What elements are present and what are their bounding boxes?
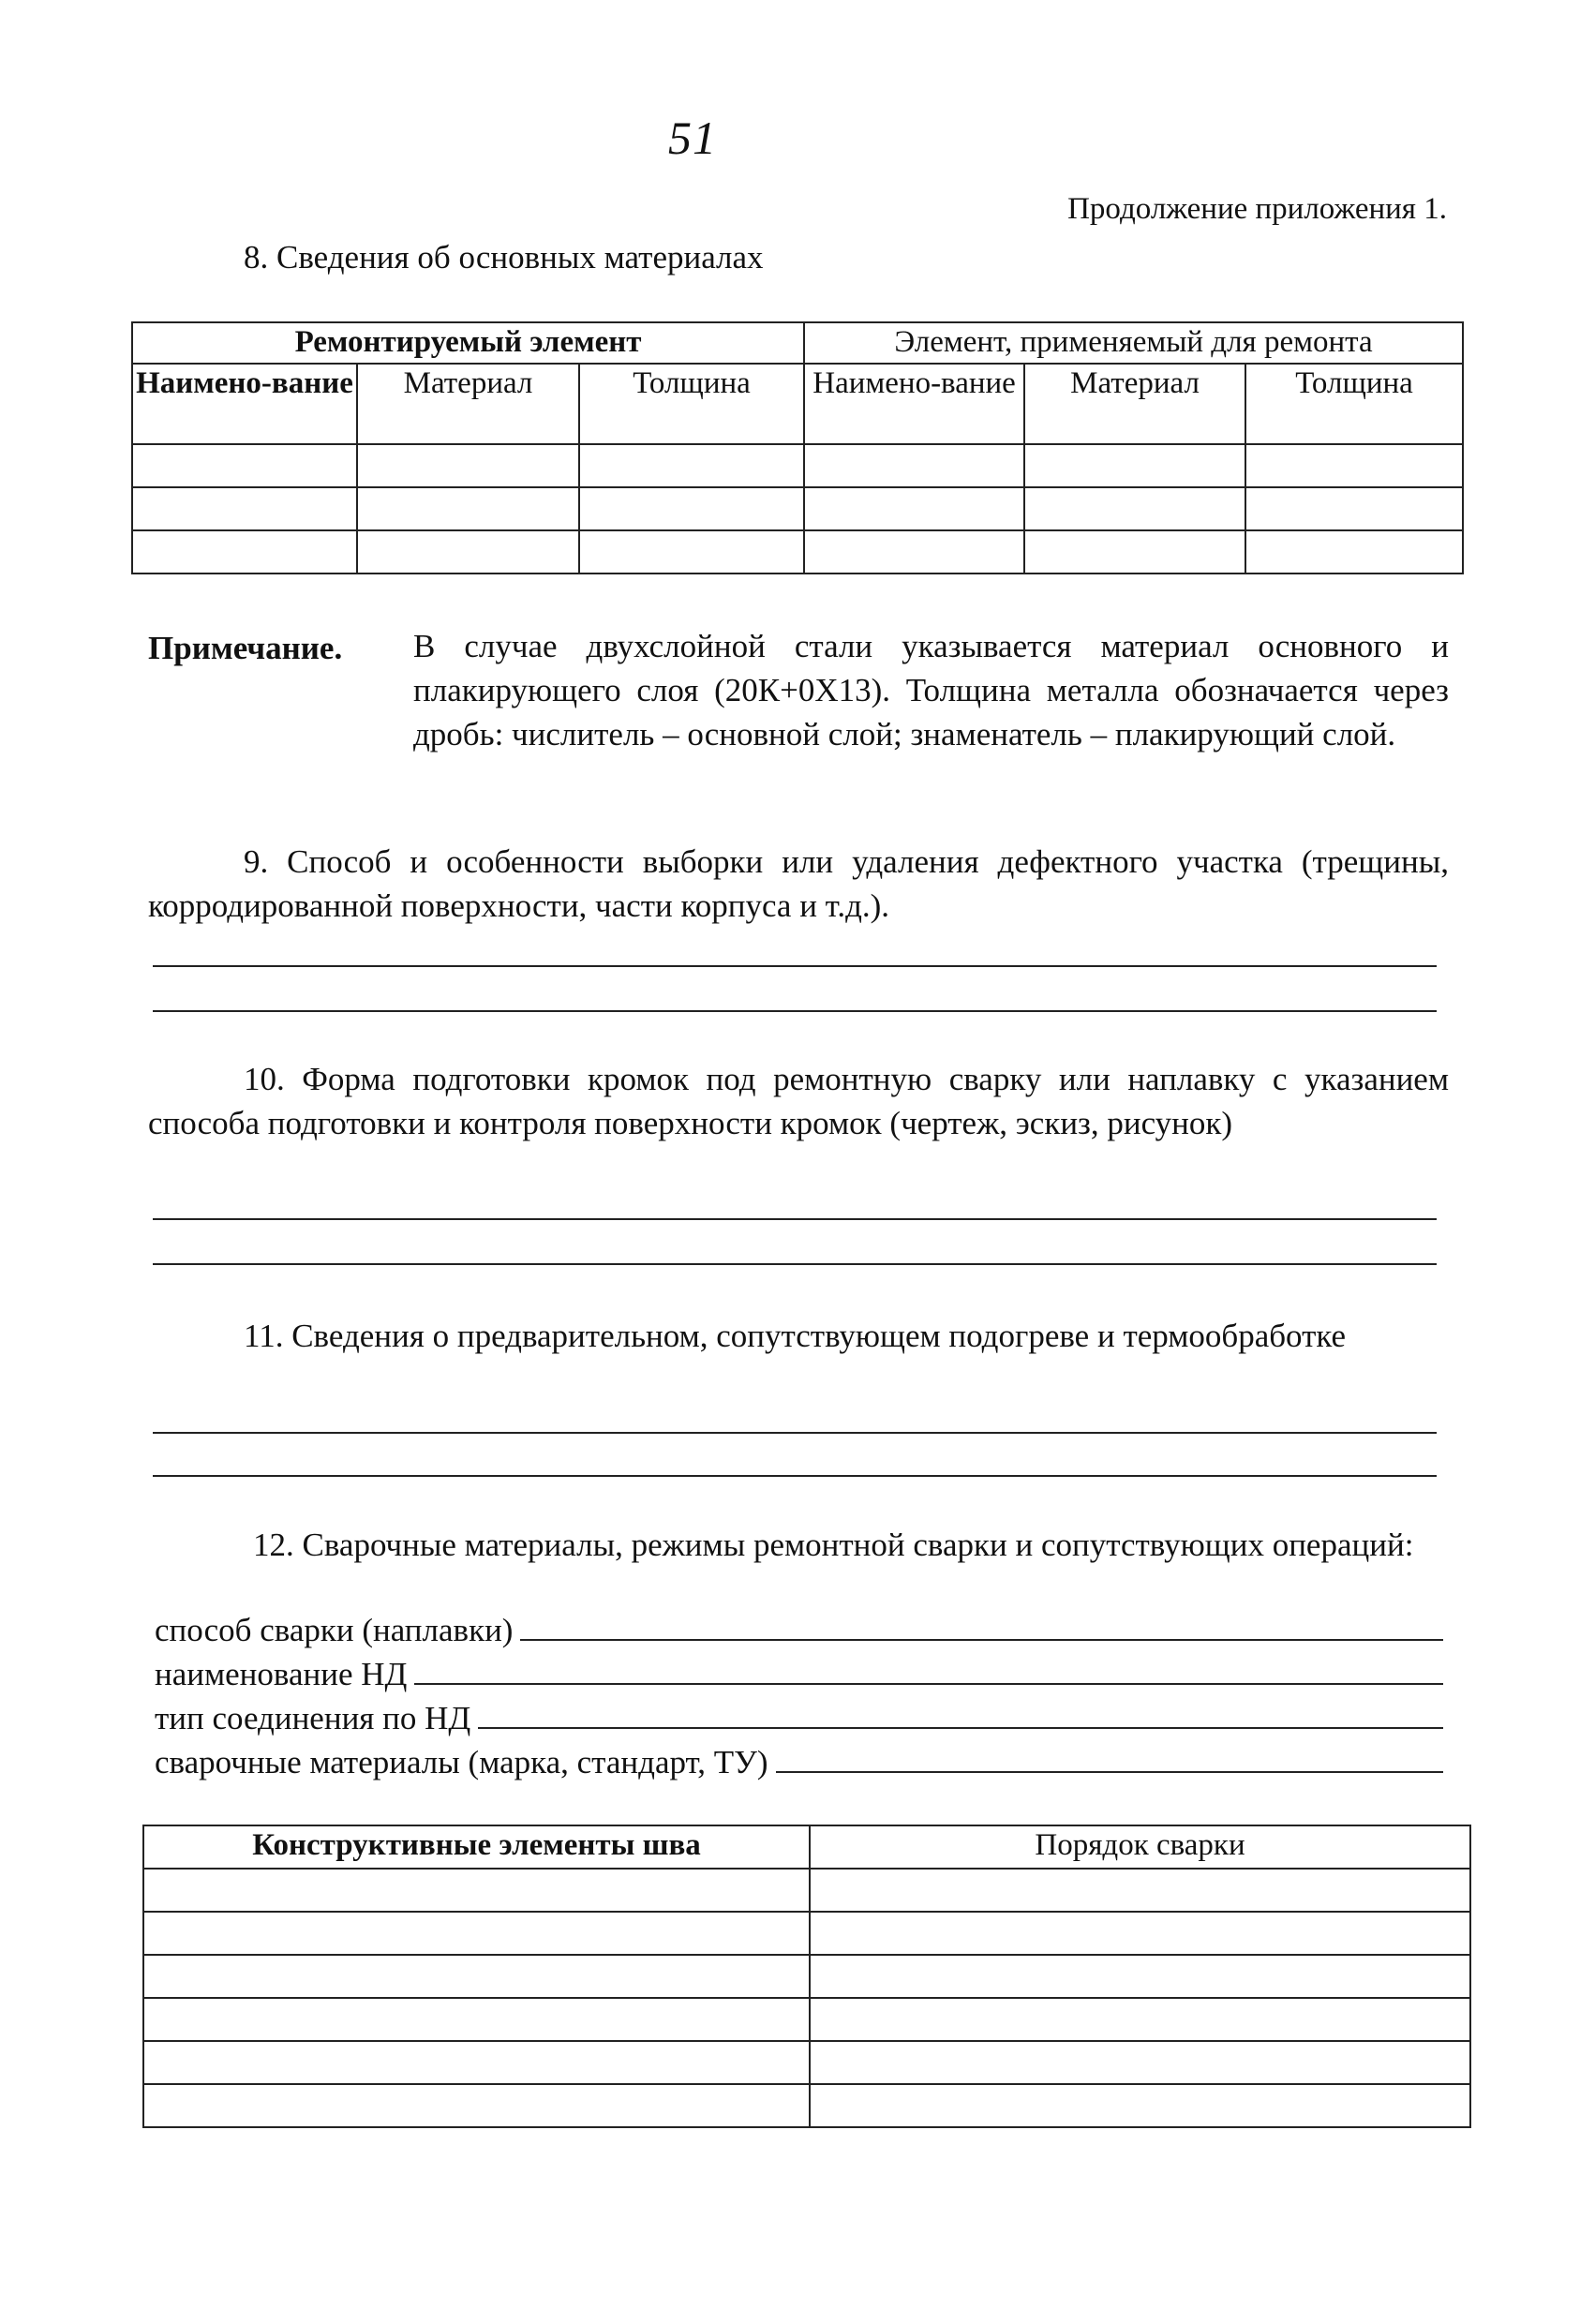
- table-cell[interactable]: [132, 530, 357, 574]
- table-cell[interactable]: [810, 1912, 1470, 1955]
- table-cell[interactable]: [579, 487, 804, 530]
- table-cell[interactable]: [357, 487, 579, 530]
- table-cell[interactable]: [804, 530, 1024, 574]
- answer-line[interactable]: [153, 1010, 1437, 1012]
- table-cell[interactable]: [357, 530, 579, 574]
- table-cell[interactable]: [579, 444, 804, 487]
- table-cell[interactable]: [143, 1869, 810, 1912]
- field-label: тип соединения по НД: [155, 1700, 471, 1736]
- answer-line[interactable]: [153, 1218, 1437, 1220]
- group-header-repaired: Ремонтируемый элемент: [132, 322, 804, 364]
- table-cell[interactable]: [1245, 444, 1463, 487]
- field-label: способ сварки (наплавки): [155, 1612, 514, 1648]
- table-cell[interactable]: [810, 1998, 1470, 2041]
- table-cell[interactable]: [1245, 487, 1463, 530]
- answer-line[interactable]: [153, 1432, 1437, 1434]
- weld-table: [142, 1825, 1471, 2128]
- section10-text: 10. Форма подготовки кромок под ремонтную сварку или наплавку с указанием способа подготовки и контроля поверхности кромок (чертеж, эскиз, рисунок): [148, 1061, 1449, 1141]
- table-cell[interactable]: [804, 444, 1024, 487]
- table-cell[interactable]: [579, 530, 804, 574]
- field-blank[interactable]: [478, 1699, 1443, 1729]
- col-header-joint-elements: Конструктивные элементы шва: [143, 1825, 810, 1869]
- table-cell[interactable]: [1024, 444, 1245, 487]
- note-text: В случае двухслойной стали указывается материал основного и плакирующего слоя (20К+0Х13). Толщина металла обозначается через дробь: числитель – основной слой; знаменатель – плакирующий слой.: [413, 628, 1449, 752]
- table-cell[interactable]: [143, 1955, 810, 1998]
- col-header-material: Материал: [357, 364, 579, 444]
- col-header-name: Наимено-вание: [132, 364, 357, 444]
- table-cell[interactable]: [804, 487, 1024, 530]
- section12-text: 12. Сварочные материалы, режимы ремонтной сварки и сопутствующих операций:: [253, 1527, 1414, 1563]
- table-cell[interactable]: [810, 1869, 1470, 1912]
- table-cell[interactable]: [143, 1998, 810, 2041]
- col-header-material: Материал: [1024, 364, 1245, 444]
- table-row: [143, 1912, 1470, 1955]
- table-row: [143, 1998, 1470, 2041]
- table-row: [143, 1955, 1470, 1998]
- section8-title: 8. Сведения об основных материалах: [244, 239, 764, 276]
- table-cell[interactable]: [132, 444, 357, 487]
- page-number: 51: [668, 112, 717, 164]
- col-header-name: Наимено-вание: [804, 364, 1024, 444]
- table-cell[interactable]: [132, 487, 357, 530]
- table-cell[interactable]: [1024, 487, 1245, 530]
- field-welding-materials: [155, 1743, 1443, 1787]
- answer-line[interactable]: [153, 965, 1437, 967]
- field-blank[interactable]: [520, 1611, 1443, 1641]
- table-cell[interactable]: [810, 2084, 1470, 2127]
- field-blank[interactable]: [776, 1743, 1443, 1773]
- answer-line[interactable]: [153, 1475, 1437, 1477]
- table-row: [132, 487, 1463, 530]
- field-welding-method: [155, 1611, 1443, 1655]
- table-cell[interactable]: [1245, 530, 1463, 574]
- section9-text: 9. Способ и особенности выборки или удаления дефектного участка (трещины, корродированной поверхности, части корпуса и т.д.).: [148, 843, 1449, 924]
- col-header-welding-order: Порядок сварки: [810, 1825, 1470, 1869]
- table-cell[interactable]: [143, 1912, 810, 1955]
- note-label: Примечание.: [148, 630, 343, 666]
- table-cell[interactable]: [143, 2041, 810, 2084]
- materials-table: [131, 321, 1464, 574]
- field-label: сварочные материалы (марка, стандарт, ТУ): [155, 1744, 768, 1780]
- group-header-repair-element: Элемент, применяемый для ремонта: [804, 322, 1463, 364]
- answer-line[interactable]: [153, 1263, 1437, 1265]
- field-label: наименование НД: [155, 1656, 408, 1692]
- table-row: [143, 2084, 1470, 2127]
- table-row: [143, 1869, 1470, 1912]
- field-joint-type: [155, 1699, 1443, 1743]
- table-row: [143, 2041, 1470, 2084]
- table-cell[interactable]: [810, 2041, 1470, 2084]
- continuation-note: Продолжение приложения 1.: [1067, 192, 1447, 226]
- section11-text: 11. Сведения о предварительном, сопутствующем подогреве и термообработке: [244, 1318, 1347, 1354]
- table-cell[interactable]: [810, 1955, 1470, 1998]
- field-nd-name: [155, 1655, 1443, 1699]
- table-row: [132, 444, 1463, 487]
- col-header-thickness: Толщина: [579, 364, 804, 444]
- table-row: [132, 530, 1463, 574]
- field-blank[interactable]: [414, 1655, 1443, 1685]
- table-cell[interactable]: [1024, 530, 1245, 574]
- table-cell[interactable]: [143, 2084, 810, 2127]
- col-header-thickness: Толщина: [1245, 364, 1463, 444]
- table-cell[interactable]: [357, 444, 579, 487]
